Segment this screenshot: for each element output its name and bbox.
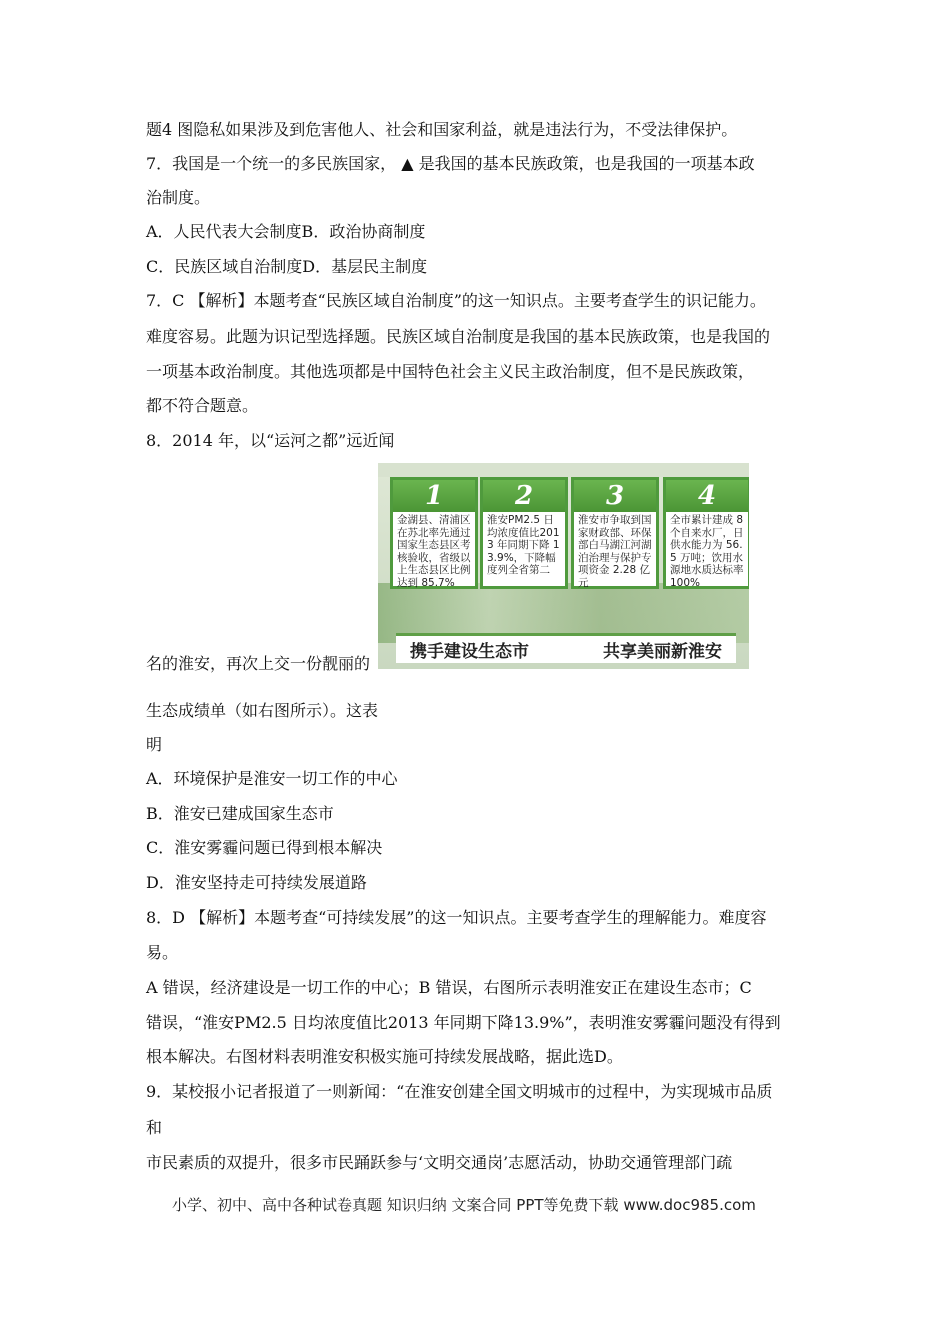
card-number: 1 (393, 480, 475, 512)
text-line: 根本解决。右图材料表明淮安积极实施可持续发展战略，据此选D。 (146, 1047, 623, 1066)
slogan-right: 共享美丽新淮安 (603, 642, 722, 662)
question-7-line: 7．我国是一个统一的多民族国家， ▲ 是我国的基本民族政策，也是我国的一项基本政 (146, 154, 755, 173)
text-line: 名的淮安，再次上交一份靓丽的 (146, 654, 371, 673)
card-number: 4 (666, 480, 748, 512)
text-line: 题4 图隐私如果涉及到危害他人、社会和国家利益，就是违法行为，不受法律保护。 (146, 120, 738, 139)
card-text: 全市累计建成 8 个自来水厂，日供水能力为 56.5 万吨；饮用水源地水质达标率 100% (670, 514, 744, 589)
card-text: 淮安市争取到国家财政部、环保部白马湖江河湖泊治理与保护专项资金 2.28 亿元 (578, 514, 652, 589)
text-line: 明 (146, 735, 163, 754)
option-line: C．民族区域自治制度D．基层民主制度 (146, 257, 428, 276)
text-line: 一项基本政治制度。其他选项都是中国特色社会主义民主政治制度，但不是民族政策， (146, 362, 755, 381)
question-9-line: 9．某校报小记者报道了一则新闻：“在淮安创建全国文明城市的过程中，为实现城市品质 (146, 1082, 773, 1101)
text-line: 易。 (146, 943, 179, 962)
option-line: C．淮安雾霾问题已得到根本解决 (146, 838, 383, 857)
ecology-report-infographic (378, 463, 749, 669)
text-line: 都不符合题意。 (146, 396, 259, 415)
card-number: 2 (483, 480, 565, 512)
text-line: A 错误，经济建设是一切工作的中心；B 错误，右图所示表明淮安正在建设生态市；C (146, 978, 752, 997)
text-line: 市民素质的双提升，很多市民踊跃参与‘文明交通岗’志愿活动，协助交通管理部门疏 (146, 1153, 733, 1172)
slogan-banner (396, 633, 736, 663)
card-number: 3 (574, 480, 656, 512)
question-8-line: 8．2014 年，以“运河之都”远近闻 (146, 431, 395, 450)
option-line: A．人民代表大会制度B．政治协商制度 (146, 222, 426, 241)
option-line: B．淮安已建成国家生态市 (146, 804, 334, 823)
slogan-left: 携手建设生态市 (410, 642, 529, 662)
card-text: 金湖县、清浦区在苏北率先通过国家生态县区考核验收，省级以上生态县区比例达到 85.7% (397, 514, 471, 589)
card-text: 淮安PM2.5 日均浓度值比2013 年同期下降 13.9%，下降幅度列全省第二 (487, 514, 560, 576)
text-line: 难度容易。此题为识记型选择题。民族区域自治制度是我国的基本民族政策，也是我国的 (146, 327, 771, 346)
answer-8-line: 8．D 【解析】本题考查“可持续发展”的这一知识点。主要考查学生的理解能力。难度容 (146, 908, 767, 927)
page-footer: 小学、初中、高中各种试卷真题 知识归纳 文案合同 PPT等免费下载 www.doc985.com (172, 1196, 756, 1214)
report-card-3 (571, 477, 659, 589)
report-card-4 (663, 477, 749, 589)
text-line: 治制度。 (146, 188, 211, 207)
option-line: D．淮安坚持走可持续发展道路 (146, 873, 367, 892)
infographic-top-strip (378, 463, 749, 477)
report-card-1 (390, 477, 478, 589)
text-line: 和 (146, 1118, 163, 1137)
option-line: A．环境保护是淮安一切工作的中心 (146, 769, 398, 788)
answer-7-line: 7．C 【解析】本题考查“民族区域自治制度”的这一知识点。主要考查学生的识记能力。 (146, 291, 766, 310)
report-card-2 (480, 477, 568, 589)
text-line: 错误，“淮安PM2.5 日均浓度值比2013 年同期下降13.9%”，表明淮安雾霾问题没有得到 (146, 1013, 781, 1032)
text-line: 生态成绩单（如右图所示）。这表 (146, 701, 379, 720)
